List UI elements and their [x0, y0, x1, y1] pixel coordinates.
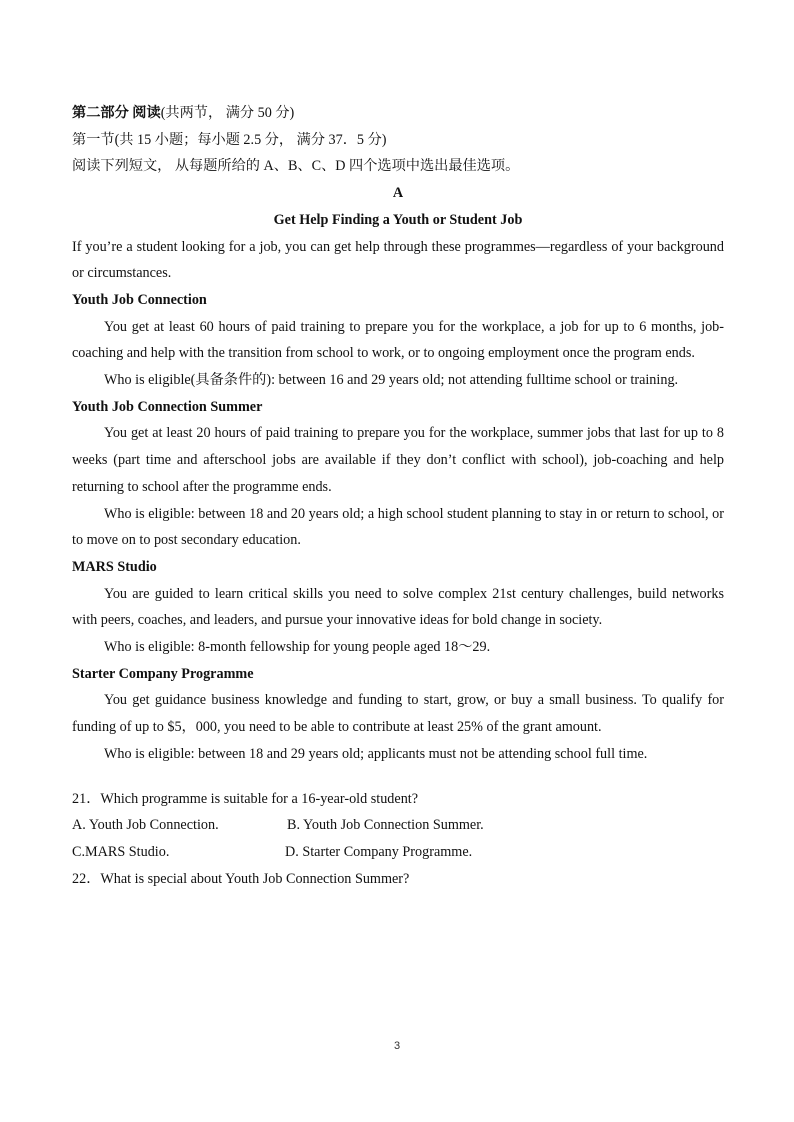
part-heading [72, 100, 724, 127]
part-title: 第二部分 阅读 [72, 105, 161, 121]
program-description: You get at least 20 hours of paid training to prepare you for the workplace, summer jobs that last for up to 8 weeks (part time and afterschool jobs are available if they don’t conflict with school), job-coaching and help returning to school after the programme ends. [72, 425, 724, 495]
option-a: A. Youth Job Connection. [72, 817, 219, 834]
program-name: Starter Company Programme [72, 665, 254, 682]
passage-letter: A [392, 185, 404, 202]
option-row [72, 839, 724, 866]
program-eligibility: Who is eligible: between 18 and 20 years old; a high school student planning to stay in or return to school, or to move on to post secondary education. [72, 505, 724, 549]
program-description: You get guidance business knowledge and funding to start, grow, or buy a small business. To qualify for funding of up to $5，000, you need to be able to contribute at least 25% of the grant amount. [72, 692, 724, 736]
option-d: D. Starter Company Programme. [285, 843, 473, 860]
part-note: (共两节， 满分 50 分) [160, 105, 295, 121]
page-number: 3 [393, 1040, 401, 1052]
program-name: Youth Job Connection [72, 291, 207, 308]
instruction: 阅读下列短文， 从每题所给的 A、B、C、D 四个选项中选出最佳选项。 [72, 158, 520, 175]
program-name: MARS Studio [72, 558, 157, 575]
question-stem: 22．What is special about Youth Job Connection Summer? [72, 870, 410, 887]
program-eligibility: Who is eligible(具备条件的): between 16 and 29 years old; not attending fulltime school or training. [104, 372, 679, 389]
program-description: You are guided to learn critical skills you need to solve complex 21st century challenges, build networks with peers, coaches, and leaders, and pursue your innovative ideas for bold change in society. [72, 585, 724, 629]
passage-title: Get Help Finding a Youth or Student Job [273, 211, 523, 228]
section-line: 第一节(共 15 小题；每小题 2.5 分， 满分 37．5 分) [72, 131, 387, 148]
document-page [72, 100, 724, 892]
program-name: Youth Job Connection Summer [72, 398, 263, 415]
option-row [72, 812, 724, 839]
program-description: You get at least 60 hours of paid training to prepare you for the workplace, a job for up to 6 months, job-coaching and help with the transition from school to work, or to ongoing employment once the program ends. [72, 318, 724, 362]
passage-intro: If you’re a student looking for a job, you can get help through these programmes—regardless of your background or circumstances. [72, 238, 724, 282]
option-b: B. Youth Job Connection Summer. [287, 817, 484, 834]
question-stem: 21．Which programme is suitable for a 16-year-old student? [72, 790, 419, 807]
program-eligibility: Who is eligible: between 18 and 29 years old; applicants must not be attending school full time. [104, 745, 648, 762]
option-c: C.MARS Studio. [72, 843, 170, 860]
program-eligibility: Who is eligible: 8-month fellowship for young people aged 18～29. [104, 639, 491, 656]
